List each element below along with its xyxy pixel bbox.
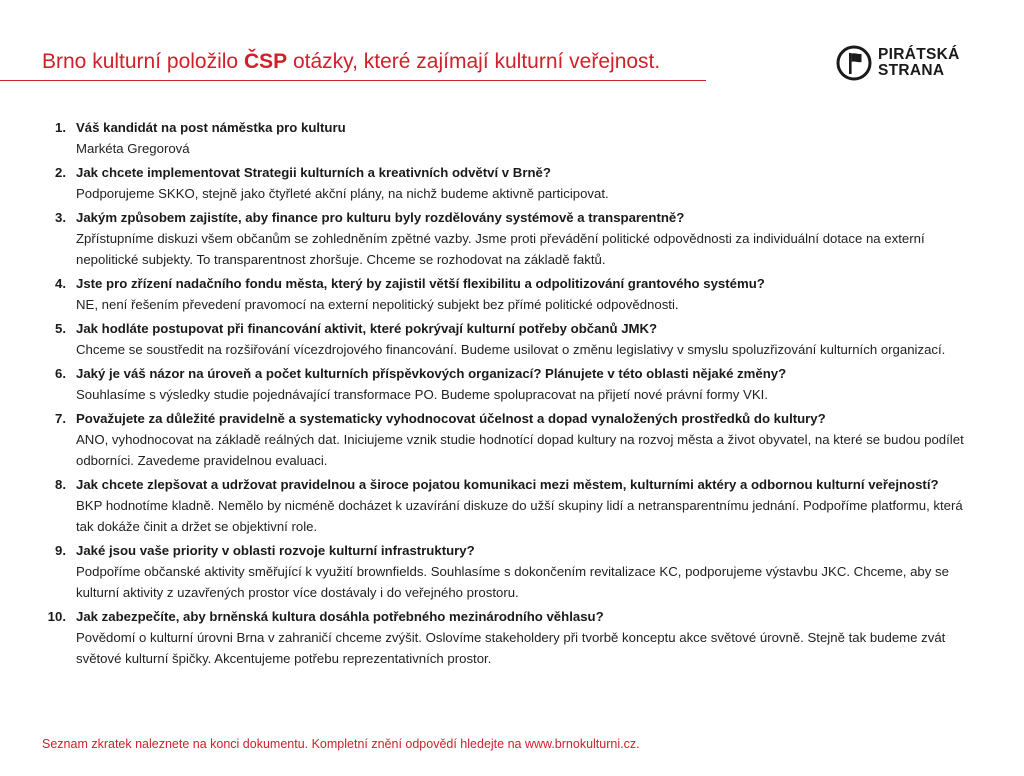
question-text: Jak chcete implementovat Strategii kulturních a kreativních odvětví v Brně? xyxy=(76,165,551,180)
answer-text: Markéta Gregorová xyxy=(76,141,190,156)
qa-item-8 xyxy=(0,474,1024,537)
title-underline xyxy=(0,80,706,81)
answer-text: ANO, vyhodnocovat na základě reálných dat. Iniciujeme vznik studie hodnotící dopad kultury na rozvoj města a život obyvatel, na které se budou podílet odborníci. Zavedeme pravidelnou evaluaci. xyxy=(76,432,964,468)
item-number: 10. xyxy=(47,609,66,624)
answer-text: Povědomí o kulturní úrovni Brna v zahraničí chceme zvýšit. Oslovíme stakeholdery při tvorbě konceptu akce světové úrovně. Stejně tak budeme zvát světové kulturní špičky. Akcentujeme potřebu reprezentativních prostor. xyxy=(76,630,946,666)
answer-text: Podporujeme SKKO, stejně jako čtyřleté akční plány, na nichž budeme aktivně participovat. xyxy=(76,186,609,201)
answer-text: Zpřístupníme diskuzi všem občanům se zohledněním zpětné vazby. Jsme proti převádění politické odpovědnosti za individuální dotace na externí nepolitické subjekty. To transparentnost zhoršuje. Chceme se rozhodovat na základě faktů. xyxy=(76,231,925,267)
question-text: Jak hodláte postupovat při financování aktivit, které pokrývají kulturní potřeby občanů JMK? xyxy=(76,321,658,336)
question-text: Jaké jsou vaše priority v oblasti rozvoje kulturní infrastruktury? xyxy=(76,543,475,558)
question-text: Považujete za důležité pravidelně a systematicky vyhodnocovat účelnost a dopad vynaložených prostředků do kultury? xyxy=(76,411,826,426)
footer-note: Seznam zkratek naleznete na konci dokumentu. Kompletní znění odpovědí hledejte na www.brnokulturni.cz. xyxy=(42,737,640,751)
answer-text: NE, není řešením převedení pravomocí na externí nepolitický subjekt bez přímé politické odpovědnosti. xyxy=(76,297,679,312)
qa-item-2 xyxy=(0,162,1024,204)
qa-item-3 xyxy=(0,207,1024,270)
item-number: 4. xyxy=(55,276,66,291)
qa-item-4 xyxy=(0,273,1024,315)
answer-text: Chceme se soustředit na rozšiřování vícezdrojového financování. Budeme usilovat o změnu legislativy v smyslu spoluzřizování kulturních organizací. xyxy=(76,342,946,357)
logo-line-2: STRANA xyxy=(878,62,945,79)
qa-item-7 xyxy=(0,408,1024,471)
logo-text xyxy=(878,47,960,79)
qa-item-10 xyxy=(0,606,1024,669)
item-number: 5. xyxy=(55,321,66,336)
question-text: Jak zabezpečíte, aby brněnská kultura dosáhla potřebného mezinárodního věhlasu? xyxy=(76,609,604,624)
title-bold: ČSP xyxy=(243,50,288,73)
item-number: 1. xyxy=(55,120,66,135)
pirate-party-logo xyxy=(836,43,960,83)
item-number: 9. xyxy=(55,543,66,558)
question-text: Jaký je váš názor na úroveň a počet kulturních příspěvkových organizací? Plánujete v této oblasti nějaké změny? xyxy=(76,366,787,381)
qa-item-1 xyxy=(0,117,1024,159)
question-text: Jakým způsobem zajistíte, aby finance pro kulturu byly rozdělovány systémově a transparentně? xyxy=(76,210,685,225)
qa-item-6 xyxy=(0,363,1024,405)
question-text: Jak chcete zlepšovat a udržovat pravidelnou a široce pojatou komunikaci mezi městem, kulturními aktéry a odbornou kulturní veřejností? xyxy=(76,477,939,492)
qa-item-9 xyxy=(0,540,1024,603)
item-number: 2. xyxy=(55,165,66,180)
logo-line-1: PIRÁTSKÁ xyxy=(878,46,960,63)
answer-text: BKP hodnotíme kladně. Nemělo by nicméně docházet k uzavírání diskuze do užší skupiny lidí a netransparentnímu jednání. Podpoříme platformu, která tak dokáže činit a držet se objektivní role. xyxy=(76,498,963,534)
item-number: 7. xyxy=(55,411,66,426)
qa-item-5 xyxy=(0,318,1024,360)
pirate-flag-icon xyxy=(836,45,872,81)
page-header xyxy=(0,0,1024,90)
question-text: Jste pro zřízení nadačního fondu města, který by zajistil větší flexibilitu a odpolitizování grantového systému? xyxy=(76,276,765,291)
title-suffix: otázky, které zajímají kulturní veřejnost. xyxy=(287,50,661,73)
qa-list xyxy=(0,117,1024,672)
page-title xyxy=(42,50,660,74)
title-prefix: Brno kulturní položilo xyxy=(42,50,244,73)
answer-text: Podpoříme občanské aktivity směřující k využití brownfields. Souhlasíme s dokončením revitalizace KC, podporujeme výstavbu JKC. Chceme, aby se kulturní aktivity z uzavřených prostor více dostávaly i do veřejného prostoru. xyxy=(76,564,949,600)
item-number: 6. xyxy=(55,366,66,381)
item-number: 8. xyxy=(55,477,66,492)
answer-text: Souhlasíme s výsledky studie pojednávající transformace PO. Budeme spolupracovat na přijetí nové právní formy VKI. xyxy=(76,387,768,402)
question-text: Váš kandidát na post náměstka pro kulturu xyxy=(76,120,346,135)
item-number: 3. xyxy=(55,210,66,225)
